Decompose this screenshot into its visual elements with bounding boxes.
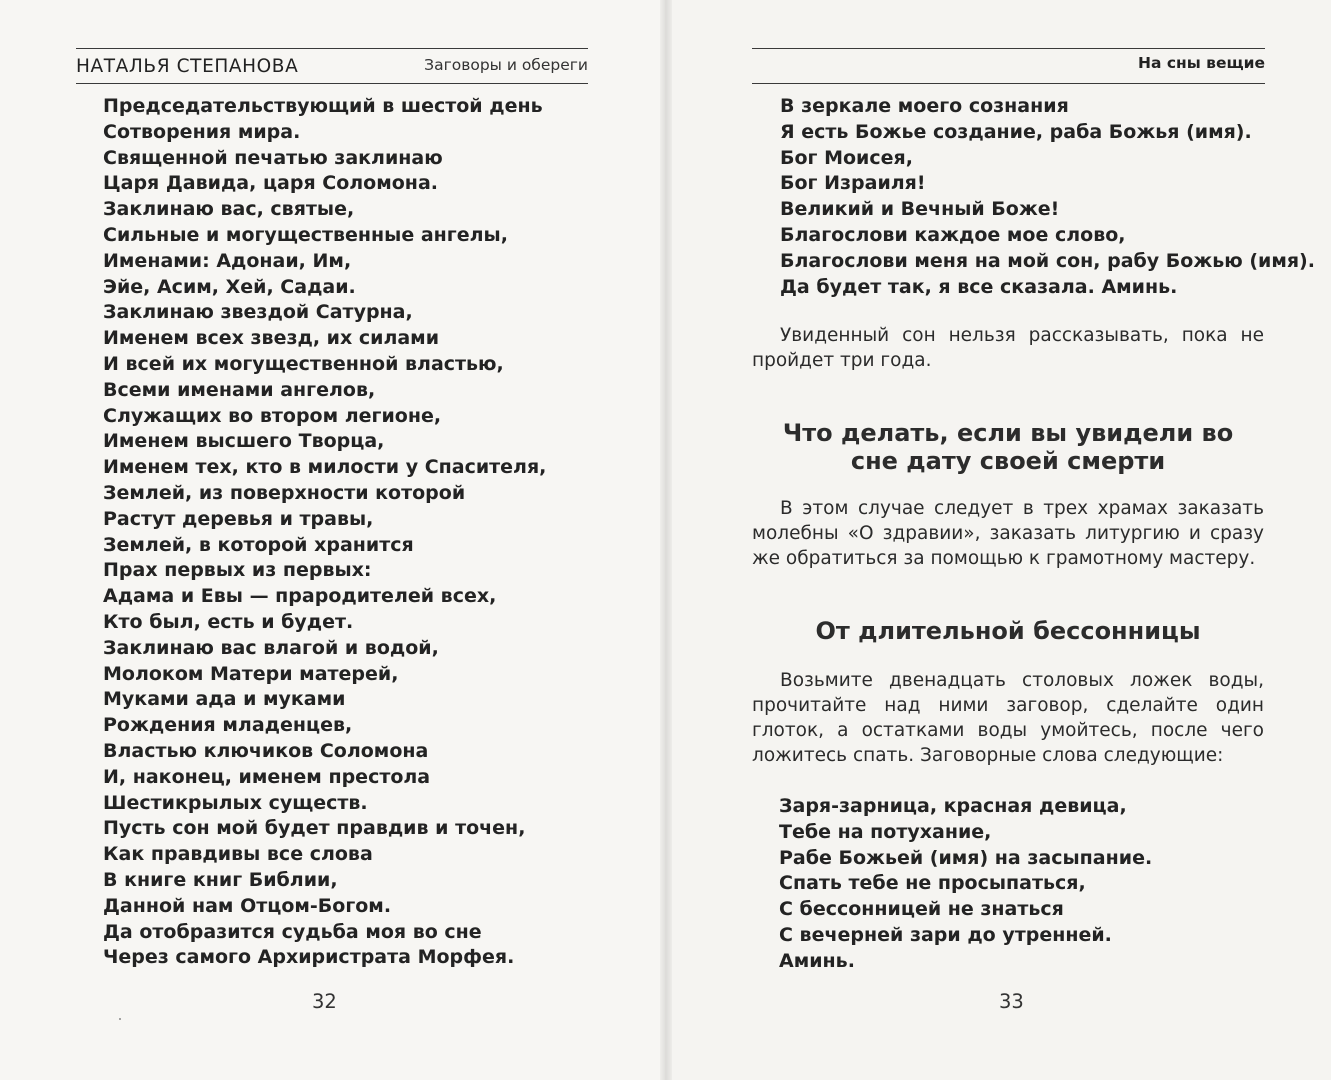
verse-line: С вечерней зари до утренней. [779, 923, 1112, 946]
header-section-title: На сны вещие [1138, 54, 1265, 72]
verse-line: Тебе на потухание, [779, 820, 992, 843]
verse-line: Заря-зарница, красная девица, [779, 795, 1127, 817]
verse-line: Именем тех, кто в милости у Спасителя, [103, 456, 547, 479]
page-number: 33 [999, 990, 1024, 1013]
verse-line: Всеми именами ангелов, [103, 378, 376, 401]
verse-line: Шестикрылых существ. [103, 791, 368, 814]
verse-line: Благослови каждое мое слово, [780, 223, 1126, 246]
paragraph-death-date [752, 496, 1264, 571]
header-author: НАТАЛЬЯ СТЕПАНОВА [76, 56, 299, 77]
prayer-verse [780, 94, 1315, 300]
verse-line: Властью ключиков Соломона [103, 739, 429, 762]
verse-line: В зеркале моего сознания [780, 95, 1069, 117]
verse-line: Царя Давида, царя Соломона. [103, 172, 438, 195]
verse-line: Молоком Матери матерей, [103, 662, 399, 685]
section-heading-insomnia: От длительной бессонницы [815, 617, 1201, 645]
paragraph-insomnia [752, 668, 1264, 768]
verse-line: Эйе, Асим, Хей, Садаи. [103, 275, 356, 298]
verse-line: В книге книг Библии, [103, 868, 338, 891]
verse-line: Рабе Божьей (имя) на засыпание. [779, 846, 1153, 869]
verse-line: Растут деревья и травы, [103, 507, 374, 530]
verse-line: Благослови меня на мой сон, рабу Божью (имя). [780, 249, 1315, 272]
verse-line: И всей их могущественной властью, [103, 352, 504, 375]
verse-line: Бог Израиля! [780, 172, 926, 195]
header-rule-top [752, 48, 1265, 49]
insomnia-verse [779, 794, 1152, 975]
verse-line: Священной печатью заклинаю [103, 146, 443, 169]
verse-line: Землей, из поверхности которой [103, 481, 466, 504]
verse-line: Спать тебе не просыпаться, [779, 872, 1086, 895]
paragraph-text: Возьмите двенадцать столовых ложек воды, прочитайте над ними заговор, сделайте один глоток, а остатками воды умойтесь, после чего ложитесь спать. Заговорные слова следующие: [752, 670, 1264, 766]
verse-line: Пусть сон мой будет правдив и точен, [103, 817, 526, 840]
paragraph-dream-secret [752, 323, 1264, 373]
verse-line: Бог Моисея, [780, 146, 913, 169]
verse-line: Муками ада и муками [103, 688, 346, 711]
verse-line: Сильные и могущественные ангелы, [103, 223, 508, 246]
verse-line: Именем высшего Творца, [103, 430, 385, 453]
verse-line: Сотворения мира. [103, 120, 301, 143]
header-rule-bottom [752, 83, 1265, 84]
verse-line: Данной нам Отцом-Богом. [103, 894, 392, 917]
verse-line: Председательствующий в шестой день [103, 95, 543, 117]
paragraph-text: Увиденный сон нельзя рассказывать, пока не пройдет три года. [752, 325, 1264, 371]
verse-line: Заклинаю вас влагой и водой, [103, 636, 439, 659]
verse-line: Прах первых из первых: [103, 559, 372, 582]
verse-line: Служащих во втором легионе, [103, 404, 442, 427]
verse-line: Аминь. [779, 949, 855, 972]
paragraph-text: В этом случае следует в трех храмах заказать молебны «О здравии», заказать литургию и сразу же обратиться за помощью к грамотному мастеру. [752, 498, 1264, 569]
verse-line: Именем всех звезд, их силами [103, 327, 440, 350]
verse-line: С бессонницей не знаться [779, 898, 1064, 921]
verse-line: Заклинаю звездой Сатурна, [103, 301, 413, 324]
verse-line: Да будет так, я все сказала. Аминь. [780, 275, 1178, 298]
verse-line: И, наконец, именем престола [103, 765, 431, 788]
verse-line: Великий и Вечный Боже! [780, 198, 1060, 221]
verse-line: Заклинаю вас, святые, [103, 198, 355, 221]
verse-line: Через самого Архиристрата Морфея. [103, 946, 515, 969]
verse-line: Адама и Евы — прародителей всех, [103, 585, 497, 608]
header-book-title: Заговоры и обереги [424, 56, 588, 74]
section-heading-death-date: Что делать, если вы увидели во сне дату своей смерти [782, 419, 1234, 475]
verse-line: Землей, в которой хранится [103, 533, 414, 556]
verse-line: Рождения младенцев, [103, 714, 353, 737]
verse-line: Да отобразится судьба моя во сне [103, 920, 482, 943]
verse-line: Как правдивы все слова [103, 843, 373, 866]
page-number: 32 [312, 990, 337, 1013]
verse-line: Кто был, есть и будет. [103, 610, 354, 633]
verse-line: Именами: Адонаи, Им, [103, 249, 352, 272]
verse-line: Я есть Божье создание, раба Божья (имя). [780, 120, 1252, 143]
